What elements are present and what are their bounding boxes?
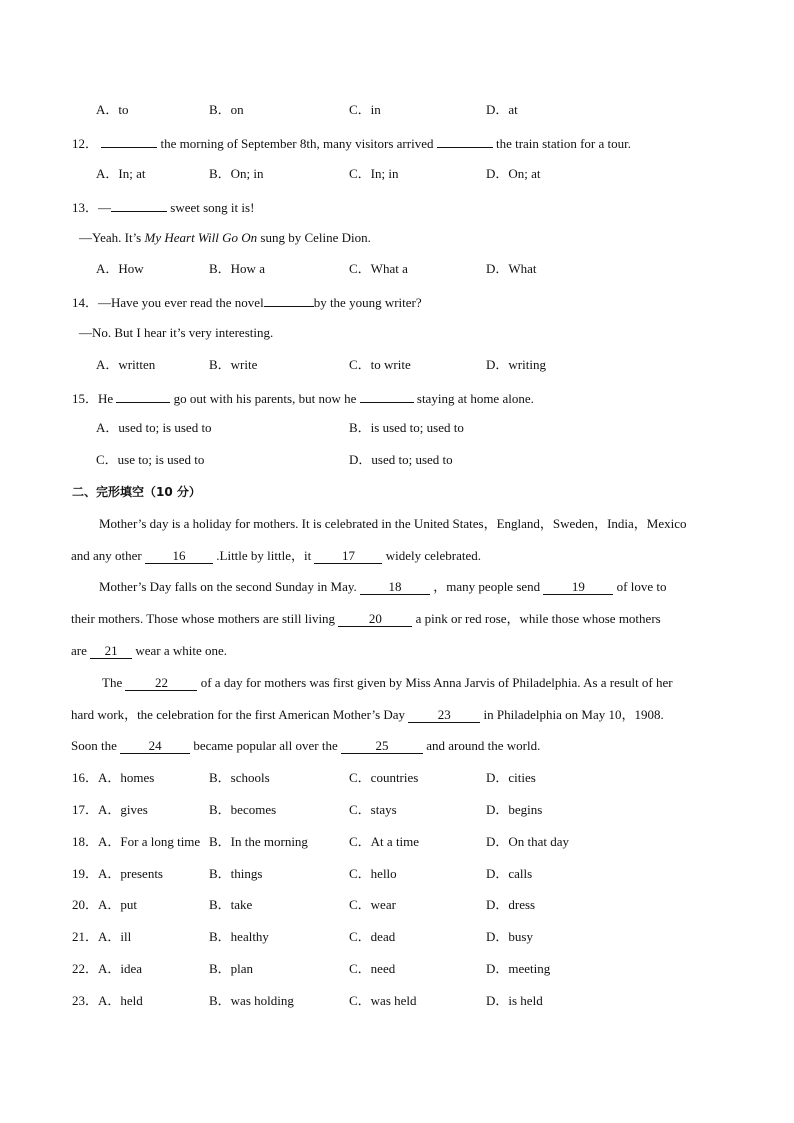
q13-options bbox=[0, 259, 794, 279]
q14-dialogue bbox=[0, 323, 794, 343]
option-d: D．On that day bbox=[486, 834, 570, 849]
passage-text: hard work，the celebration for the first American Mother’s Day bbox=[71, 707, 406, 722]
passage-text: widely celebrated. bbox=[385, 548, 482, 563]
option-a: 21．A．ill bbox=[72, 929, 132, 944]
option-c: C．to write bbox=[349, 357, 411, 372]
cloze-blank-17: 17 bbox=[314, 548, 382, 564]
option-d: D．is held bbox=[486, 993, 543, 1008]
cloze-blank-16: 16 bbox=[145, 548, 213, 564]
option-b: B．healthy bbox=[209, 929, 269, 944]
cloze-option-row bbox=[0, 895, 794, 915]
answer-blank bbox=[264, 291, 314, 307]
option-a: A．In; at bbox=[96, 166, 146, 181]
option-b: B．take bbox=[209, 897, 253, 912]
option-c: C．hello bbox=[349, 866, 397, 881]
option-d: D．busy bbox=[486, 929, 533, 944]
option-a: 19．A．presents bbox=[72, 866, 163, 881]
passage-text: of a day for mothers was first given by Miss Anna Jarvis of Philadelphia. As a result of her bbox=[200, 675, 673, 690]
q12-options bbox=[0, 164, 794, 184]
passage-text: are bbox=[71, 643, 87, 658]
option-d: D．begins bbox=[486, 802, 543, 817]
stem-text: sweet song it is! bbox=[170, 200, 255, 215]
cloze-blank-20: 20 bbox=[338, 611, 412, 627]
option-c: C．was held bbox=[349, 993, 417, 1008]
option-d: D．dress bbox=[486, 897, 536, 912]
option-b: B．becomes bbox=[209, 802, 277, 817]
passage-text: .Little by little，it bbox=[216, 548, 312, 563]
option-b: B．On; in bbox=[209, 166, 264, 181]
q15-options-row1 bbox=[0, 418, 794, 438]
cloze-blank-24: 24 bbox=[120, 738, 190, 754]
option-d: D．writing bbox=[486, 357, 546, 372]
q13-stem bbox=[0, 196, 794, 216]
option-a: 17．A．gives bbox=[72, 802, 148, 817]
dialogue-text: —No. But I hear it’s very interesting. bbox=[79, 325, 274, 340]
q15-options-row2 bbox=[0, 450, 794, 470]
song-title: My Heart Will Go On bbox=[144, 230, 258, 245]
option-c: C．At a time bbox=[349, 834, 420, 849]
option-b: B．write bbox=[209, 357, 258, 372]
passage-line bbox=[0, 514, 794, 534]
option-c: C．In; in bbox=[349, 166, 399, 181]
dialogue-text: —Yeah. It’s bbox=[79, 230, 145, 245]
question-number: 15．He bbox=[72, 391, 114, 406]
option-b: B．on bbox=[209, 102, 244, 117]
cloze-option-row bbox=[0, 959, 794, 979]
q12-stem bbox=[0, 132, 794, 152]
passage-text: a pink or red rose，while those whose mothers bbox=[415, 611, 661, 626]
answer-blank bbox=[101, 132, 157, 148]
option-a: A．used to; is used to bbox=[96, 420, 212, 435]
option-d: D．cities bbox=[486, 770, 536, 785]
option-c: C．wear bbox=[349, 897, 396, 912]
option-a: 20．A．put bbox=[72, 897, 138, 912]
option-d: D．at bbox=[486, 102, 518, 117]
option-c: C．stays bbox=[349, 802, 397, 817]
option-c: C．countries bbox=[349, 770, 419, 785]
passage-text: wear a white one. bbox=[135, 643, 228, 658]
passage-text: became popular all over the bbox=[193, 738, 338, 753]
question-number: 14．—Have you ever read the novel bbox=[72, 295, 264, 310]
cloze-option-row bbox=[0, 768, 794, 788]
passage-text: in Philadelphia on May 10，1908. bbox=[483, 707, 664, 722]
option-a: 16．A．homes bbox=[72, 770, 155, 785]
option-b: B．was holding bbox=[209, 993, 294, 1008]
option-c: C．need bbox=[349, 961, 396, 976]
option-d: D．What bbox=[486, 261, 537, 276]
option-d: D．calls bbox=[486, 866, 533, 881]
option-c: C．use to; is used to bbox=[96, 452, 205, 467]
passage-line bbox=[0, 577, 794, 597]
passage-text: Soon the bbox=[71, 738, 117, 753]
cloze-option-row bbox=[0, 927, 794, 947]
option-c: C．dead bbox=[349, 929, 396, 944]
cloze-option-row bbox=[0, 864, 794, 884]
option-a: 22．A．idea bbox=[72, 961, 143, 976]
stem-text: by the young writer? bbox=[313, 295, 422, 310]
option-c: C．What a bbox=[349, 261, 408, 276]
cloze-option-row bbox=[0, 832, 794, 852]
passage-line bbox=[0, 546, 794, 566]
passage-text: Mother’s day is a holiday for mothers. It is celebrated in the United States，England，Sweden，India，Mexico bbox=[99, 516, 687, 531]
answer-blank bbox=[116, 387, 170, 403]
q11-options bbox=[0, 100, 794, 120]
option-d: D．On; at bbox=[486, 166, 541, 181]
answer-blank bbox=[111, 196, 167, 212]
option-b: B．plan bbox=[209, 961, 254, 976]
option-b: B．In the morning bbox=[209, 834, 308, 849]
option-d: D．meeting bbox=[486, 961, 551, 976]
option-d: D．used to; used to bbox=[349, 452, 453, 467]
option-a: A．written bbox=[96, 357, 156, 372]
section-title: 二、完形填空（10 分） bbox=[72, 485, 201, 499]
option-a: 18．A．For a long time bbox=[72, 834, 201, 849]
dialogue-text: sung by Celine Dion. bbox=[257, 230, 371, 245]
cloze-blank-25: 25 bbox=[341, 738, 423, 754]
q13-dialogue bbox=[0, 228, 794, 248]
option-c: C．in bbox=[349, 102, 381, 117]
stem-text: staying at home alone. bbox=[416, 391, 534, 406]
question-number: 12． bbox=[72, 136, 99, 151]
q14-stem bbox=[0, 291, 794, 311]
option-a: 23．A．held bbox=[72, 993, 143, 1008]
q15-stem bbox=[0, 387, 794, 407]
stem-text: the morning of September 8th, many visitors arrived bbox=[160, 136, 434, 151]
option-b: B．How a bbox=[209, 261, 265, 276]
option-a: A．How bbox=[96, 261, 144, 276]
passage-line bbox=[0, 673, 794, 693]
option-a: A．to bbox=[96, 102, 129, 117]
question-number: 13．— bbox=[72, 200, 112, 215]
cloze-option-row bbox=[0, 991, 794, 1011]
cloze-blank-21: 21 bbox=[90, 643, 132, 659]
passage-line bbox=[0, 705, 794, 725]
cloze-blank-19: 19 bbox=[543, 579, 613, 595]
cloze-blank-18: 18 bbox=[360, 579, 430, 595]
passage-text: and any other bbox=[71, 548, 142, 563]
option-b: B．things bbox=[209, 866, 263, 881]
cloze-blank-22: 22 bbox=[125, 675, 197, 691]
stem-text: the train station for a tour. bbox=[495, 136, 631, 151]
stem-text: go out with his parents, but now he bbox=[173, 391, 357, 406]
cloze-option-row bbox=[0, 800, 794, 820]
passage-text: ，many people send bbox=[433, 579, 541, 594]
answer-blank bbox=[360, 387, 414, 403]
passage-text: of love to bbox=[616, 579, 667, 594]
passage-text: their mothers. Those whose mothers are still living bbox=[71, 611, 336, 626]
passage-line bbox=[0, 609, 794, 629]
section-heading bbox=[0, 482, 794, 502]
cloze-blank-23: 23 bbox=[408, 707, 480, 723]
option-b: B．is used to; used to bbox=[349, 420, 464, 435]
q14-options bbox=[0, 355, 794, 375]
passage-text: Mother’s Day falls on the second Sunday in May. bbox=[99, 579, 357, 594]
option-b: B．schools bbox=[209, 770, 270, 785]
passage-line bbox=[0, 736, 794, 756]
passage-text: and around the world. bbox=[426, 738, 541, 753]
answer-blank bbox=[437, 132, 493, 148]
passage-text: The bbox=[102, 675, 123, 690]
passage-line bbox=[0, 641, 794, 661]
